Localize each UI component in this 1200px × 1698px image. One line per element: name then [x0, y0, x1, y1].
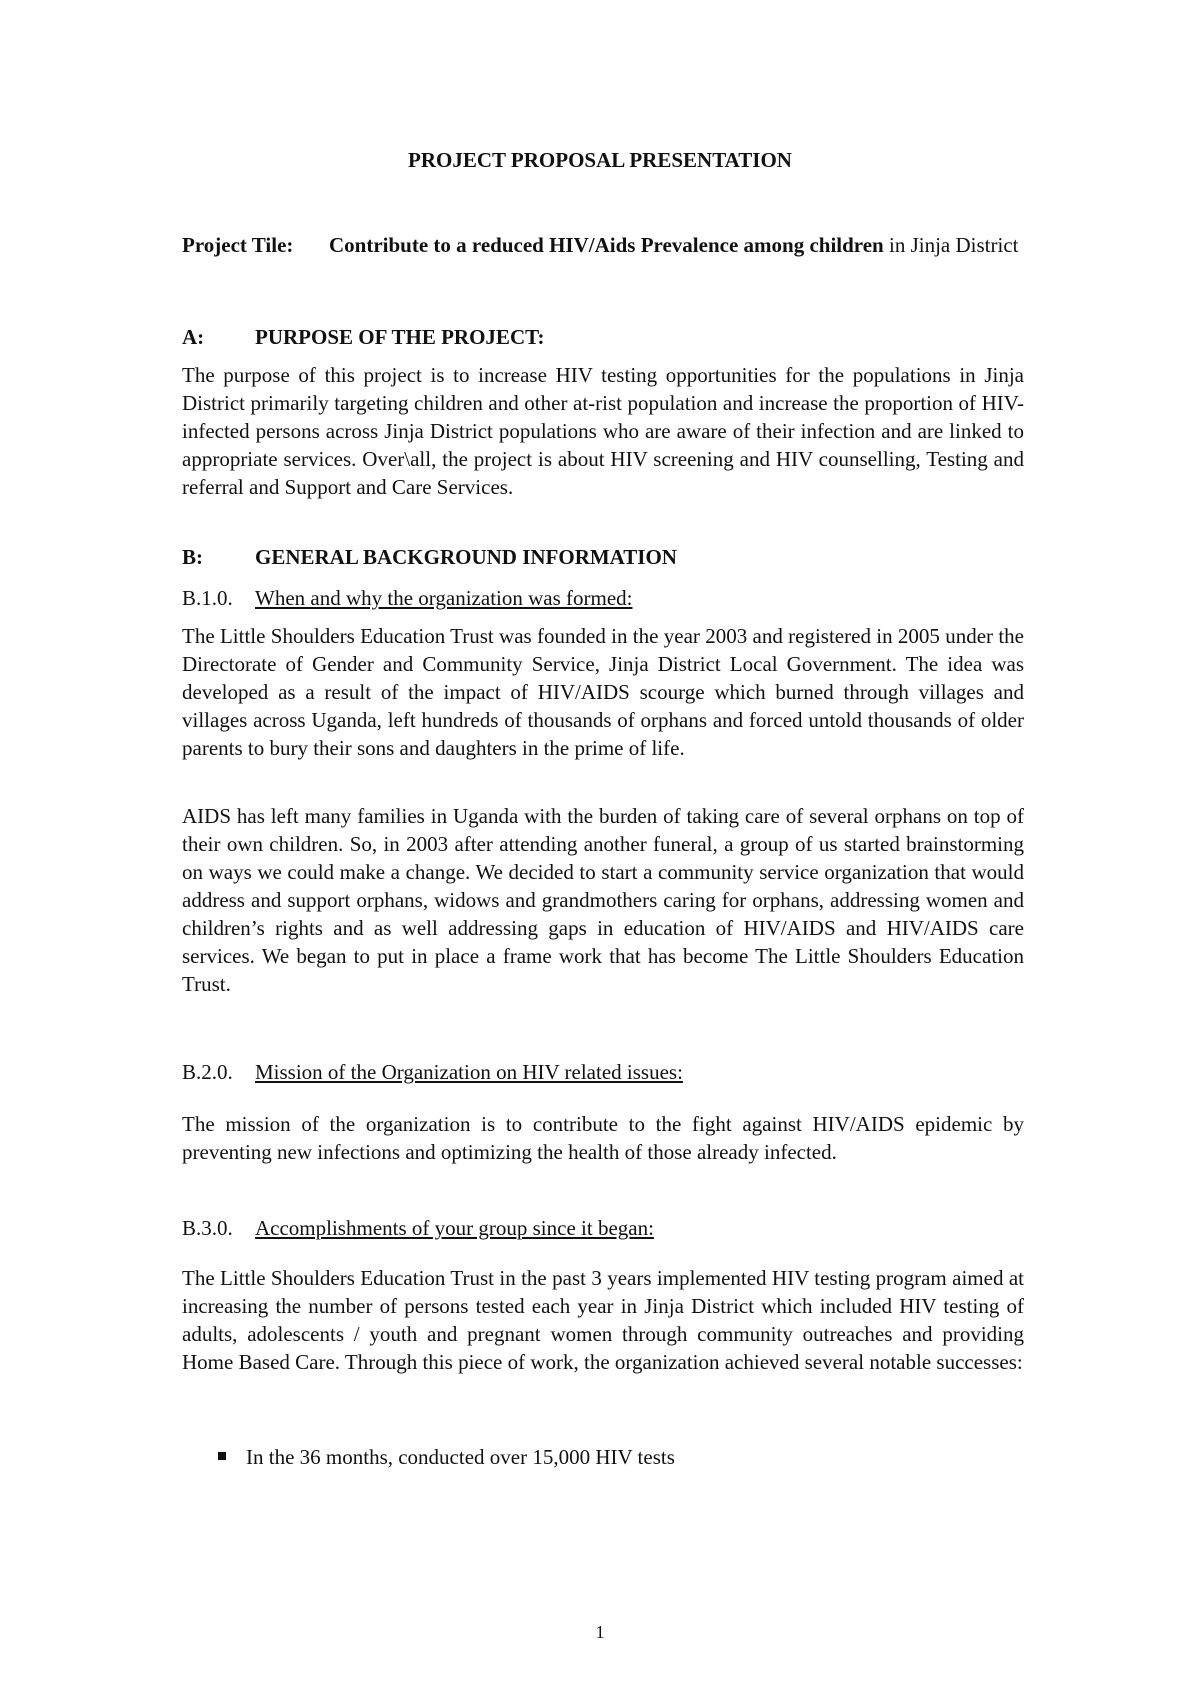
- bullet-square-icon: [218, 1452, 226, 1460]
- subsection-b1-paragraph-2: AIDS has left many families in Uganda with the burden of taking care of several orphans on top of their own children. So, in 2003 after attending another funeral, a group of us started brainstorming on ways we could make a change. We decided to start a community service organization that would address and support orphans, widows and grandmothers caring for orphans, addressing women and children’s rights and as well addressing gaps in education of HIV/AIDS and HIV/AIDS care services. We began to put in place a frame work that has become The Little Shoulders Education Trust.: [182, 804, 1024, 996]
- project-title-value: [329, 231, 1029, 259]
- section-b-letter: B:: [182, 545, 203, 569]
- subsection-b3-paragraph: The Little Shoulders Education Trust in the past 3 years implemented HIV testing program aimed at increasing the number of persons tested each year in Jinja District which included HIV testing of adults, adolescents / youth and pregnant women through community outreaches and providing Home Based Care. Through this piece of work, the organization achieved several notable successes:: [182, 1266, 1024, 1374]
- section-a-title: PURPOSE OF THE PROJECT:: [255, 325, 545, 349]
- subsection-b1-heading: [182, 584, 633, 612]
- subsection-b3-number: B.3.0.: [182, 1216, 233, 1240]
- list-item: [218, 1443, 675, 1471]
- subsection-b1-number: B.1.0.: [182, 586, 233, 610]
- project-title-label: Project Tile:: [182, 233, 294, 257]
- subsection-b2-paragraph: The mission of the organization is to contribute to the fight against HIV/AIDS epidemic by preventing new infections and optimizing the health of those already infected.: [182, 1112, 1024, 1164]
- subsection-b3-heading: [182, 1214, 654, 1242]
- section-b-heading: [182, 543, 677, 571]
- subsection-b2-heading: [182, 1058, 683, 1086]
- project-title-bold: Contribute to a reduced HIV/Aids Prevalence among children: [329, 233, 884, 257]
- page-number: 1: [595, 1622, 605, 1642]
- section-a-letter: A:: [182, 325, 205, 349]
- subsection-b2-number: B.2.0.: [182, 1060, 233, 1084]
- document-title: PROJECT PROPOSAL PRESENTATION: [408, 148, 792, 172]
- subsection-b2-title: Mission of the Organization on HIV related issues:: [255, 1060, 683, 1084]
- subsection-b3-title: Accomplishments of your group since it began:: [255, 1216, 654, 1240]
- list-item-text: In the 36 months, conducted over 15,000 HIV tests: [246, 1445, 675, 1469]
- project-title-rest: in Jinja District: [883, 233, 1019, 257]
- section-a-heading: [182, 323, 545, 351]
- subsection-b1-title: When and why the organization was formed:: [255, 586, 633, 610]
- section-a-paragraph: The purpose of this project is to increase HIV testing opportunities for the populations in Jinja District primarily targeting children and other at-rist population and increase the proportion of HIV-infected persons across Jinja District populations who are aware of their infection and are linked to appropriate services. Over\all, the project is about HIV screening and HIV counselling, Testing and referral and Support and Care Services.: [182, 363, 1024, 499]
- section-b-title: GENERAL BACKGROUND INFORMATION: [255, 545, 677, 569]
- subsection-b1-paragraph-1: The Little Shoulders Education Trust was founded in the year 2003 and registered in 2005 under the Directorate of Gender and Community Service, Jinja District Local Government. The idea was developed as a result of the impact of HIV/AIDS scourge which burned through villages and villages across Uganda, left hundreds of thousands of orphans and forced untold thousands of older parents to bury their sons and daughters in the prime of life.: [182, 624, 1024, 760]
